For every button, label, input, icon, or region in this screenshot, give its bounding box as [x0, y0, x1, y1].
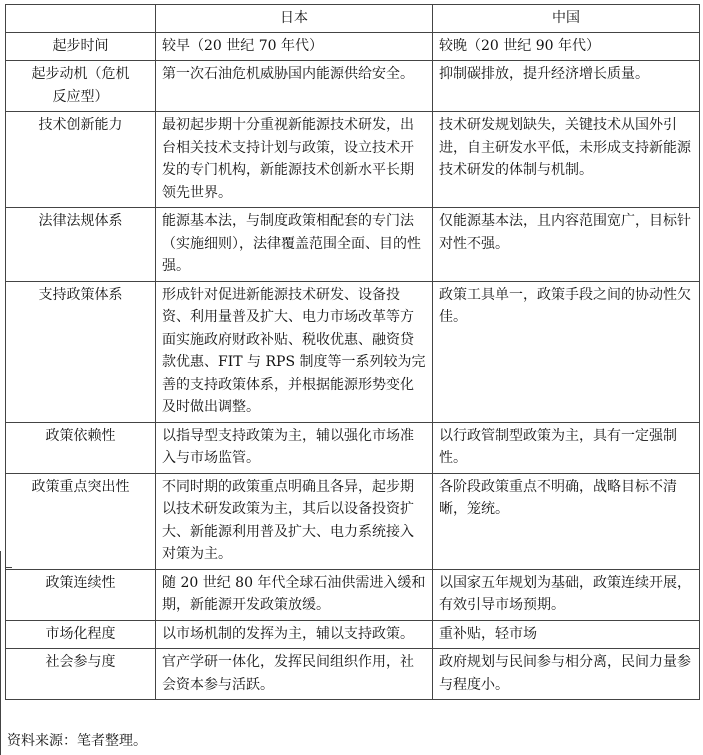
cell-japan: 较早（20 世纪 70 年代）	[156, 32, 433, 61]
header-japan: 日本	[156, 5, 433, 33]
row-label: 法律法规体系	[6, 208, 156, 282]
header-china: 中国	[433, 5, 700, 33]
cell-japan: 第一次石油危机威胁国内能源供给安全。	[156, 61, 433, 112]
table-row	[6, 473, 700, 569]
cell-japan: 最初起步期十分重视新能源技术研发，出台相关技术支持计划与政策，设立技术开发的专门机构，新能源技术创新水平长期领先世界。	[156, 112, 433, 208]
row-label: 社会参与度	[6, 649, 156, 700]
left-margin-tick	[5, 567, 12, 568]
row-label: 支持政策体系	[6, 281, 156, 422]
comparison-table	[5, 4, 700, 700]
table-row	[6, 422, 700, 473]
cell-china: 技术研发规划缺失，关键技术从国外引进，自主研发水平低，未形成支持新能源技术研发的体制与机制。	[433, 112, 700, 208]
table-row	[6, 569, 700, 620]
left-margin-rule	[0, 551, 1, 755]
cell-china: 各阶段政策重点不明确，战略目标不清晰，笼统。	[433, 473, 700, 569]
table-row	[6, 208, 700, 282]
row-label: 政策依赖性	[6, 422, 156, 473]
table-row	[6, 61, 700, 112]
cell-japan: 官产学研一体化，发挥民间组织作用，社会资本参与活跃。	[156, 649, 433, 700]
cell-china: 政策工具单一，政策手段之间的协动性欠佳。	[433, 281, 700, 422]
table-row	[6, 620, 700, 649]
table-row	[6, 112, 700, 208]
row-label: 技术创新能力	[6, 112, 156, 208]
cell-china: 重补贴，轻市场	[433, 620, 700, 649]
source-note: 资料来源：笔者整理。	[7, 733, 147, 749]
cell-japan: 随 20 世纪 80 年代全球石油供需进入缓和期，新能源开发政策放缓。	[156, 569, 433, 620]
comparison-table-container	[5, 4, 699, 700]
row-label: 政策重点突出性	[6, 473, 156, 569]
header-row	[6, 5, 700, 33]
header-blank	[6, 5, 156, 33]
cell-china: 抑制碳排放，提升经济增长质量。	[433, 61, 700, 112]
row-label: 政策连续性	[6, 569, 156, 620]
table-row	[6, 32, 700, 61]
table-row	[6, 281, 700, 422]
cell-japan: 能源基本法，与制度政策相配套的专门法（实施细则），法律覆盖范围全面、目的性强。	[156, 208, 433, 282]
cell-japan: 以市场机制的发挥为主，辅以支持政策。	[156, 620, 433, 649]
cell-japan: 以指导型支持政策为主，辅以强化市场准入与市场监管。	[156, 422, 433, 473]
cell-china: 较晚（20 世纪 90 年代）	[433, 32, 700, 61]
cell-china: 政府规划与民间参与相分离，民间力量参与程度小。	[433, 649, 700, 700]
table-row	[6, 649, 700, 700]
cell-china: 以行政管制型政策为主，具有一定强制性。	[433, 422, 700, 473]
row-label: 起步动机（危机反应型）	[6, 61, 156, 112]
row-label: 起步时间	[6, 32, 156, 61]
cell-china: 仅能源基本法，且内容范围宽广，目标针对性不强。	[433, 208, 700, 282]
cell-china: 以国家五年规划为基础，政策连续开展，有效引导市场预期。	[433, 569, 700, 620]
row-label: 市场化程度	[6, 620, 156, 649]
cell-japan: 不同时期的政策重点明确且各异，起步期以技术研发政策为主，其后以设备投资扩大、新能源利用普及扩大、电力系统接入对策为主。	[156, 473, 433, 569]
cell-japan: 形成针对促进新能源技术研发、设备投资、利用量普及扩大、电力市场改革等方面实施政府财政补贴、税收优惠、融资贷款优惠、FIT 与 RPS 制度等一系列较为完善的支持政策体系，并根据能源形势变化及时做出调整。	[156, 281, 433, 422]
